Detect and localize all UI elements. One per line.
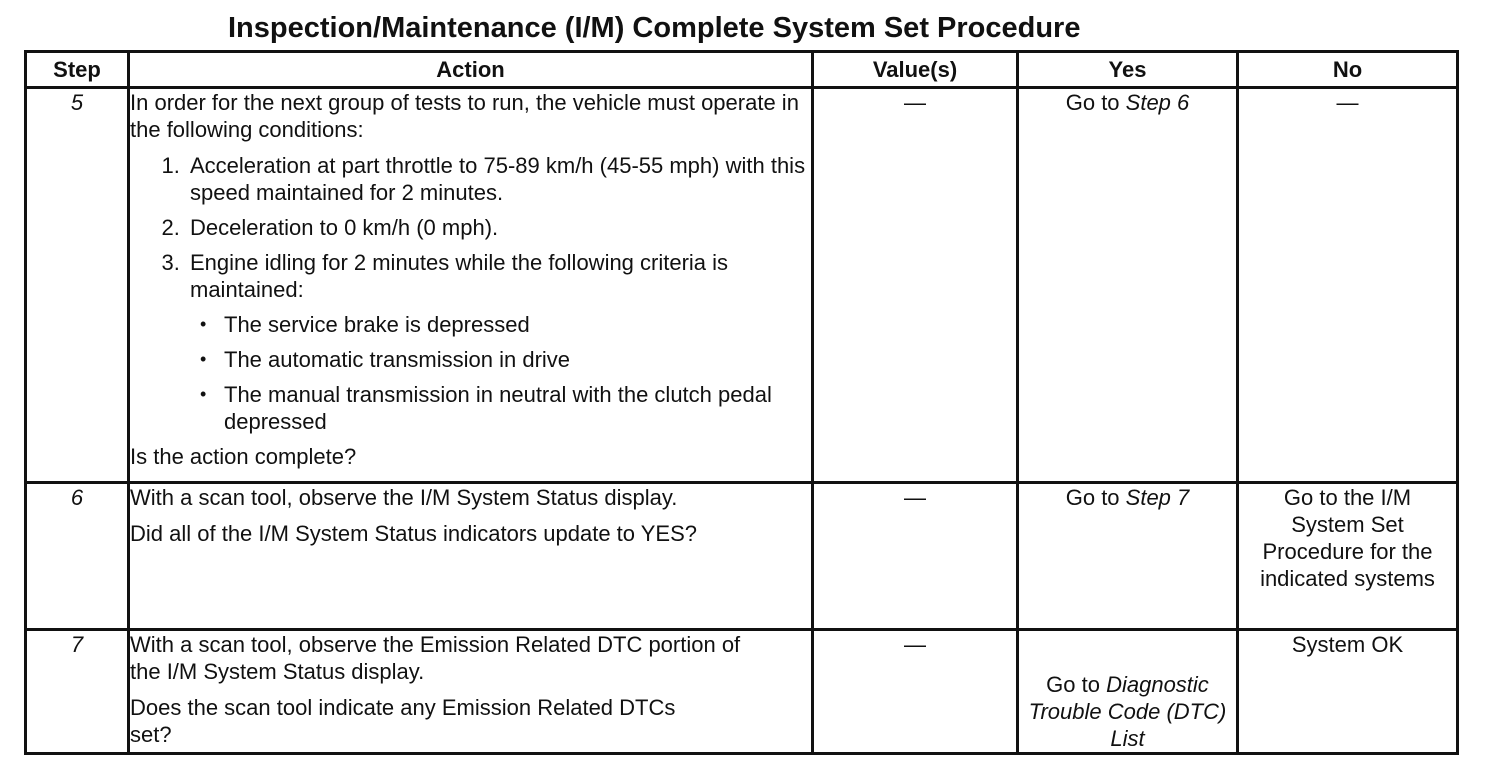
criteria-item: • The automatic transmission in drive (222, 346, 811, 373)
value-dash: — (904, 90, 926, 115)
no-cell (1238, 88, 1458, 483)
no-result: System OK (1291, 632, 1404, 657)
header-no: No (1238, 52, 1458, 88)
value-cell (813, 88, 1018, 483)
criteria-item: • The manual transmission in neutral with the clutch pedal depressed (222, 381, 811, 435)
criteria-item: • The service brake is depressed (222, 311, 811, 338)
action-cell (129, 88, 813, 483)
yes-link[interactable]: Step 6 (1125, 90, 1190, 115)
no-cell (1238, 483, 1458, 630)
value-cell (813, 630, 1018, 754)
step-number: 5 (26, 88, 129, 483)
condition-item: 1. Acceleration at part throttle to 75-89 km/h (45-55 mph) with this speed maintained for 2 minutes. (186, 152, 811, 206)
header-action: Action (129, 52, 813, 88)
no-action-text[interactable]: Go to the I/M System Set Procedure for the indicated systems (1260, 485, 1435, 591)
yes-cell: Go to Step 6 (1018, 88, 1238, 483)
step-number: 7 (26, 630, 129, 754)
header-row (26, 52, 1458, 88)
step-number: 6 (26, 483, 129, 630)
yes-link[interactable]: Diagnostic Trouble Code (DTC) List (1028, 672, 1227, 751)
action-cell (129, 483, 813, 630)
conditions-list (130, 152, 811, 435)
action-question: Did all of the I/M System Status indicators update to YES? (130, 521, 697, 546)
value-cell (813, 483, 1018, 630)
action-cell (129, 630, 813, 754)
action-line: With a scan tool, observe the Emission Related DTC portion of the I/M System Status display. (130, 632, 741, 684)
yes-cell: Go to Step 7 (1018, 483, 1238, 630)
condition-item: 2. Deceleration to 0 km/h (0 mph). (186, 214, 811, 241)
no-dash: — (1336, 90, 1359, 115)
header-step: Step (26, 52, 129, 88)
procedure-table (24, 50, 1459, 755)
table-row (26, 88, 1458, 483)
action-line: With a scan tool, observe the I/M System Status display. (130, 485, 678, 510)
condition-item: 3. Engine idling for 2 minutes while the following criteria is maintained: • The service brake is depressed • The automatic transmission in drive • The manual transmission in neutral with the clutch pedal depressed (186, 249, 811, 435)
table-row (26, 483, 1458, 630)
yes-cell: Go to Diagnostic Trouble Code (DTC) List (1018, 630, 1238, 754)
action-question: Does the scan tool indicate any Emission Related DTCs set? (130, 695, 676, 747)
action-intro: In order for the next group of tests to run, the vehicle must operate in the following conditions: (130, 90, 799, 142)
header-values: Value(s) (813, 52, 1018, 88)
table-row (26, 630, 1458, 754)
value-dash: — (904, 632, 926, 657)
value-dash: — (904, 485, 926, 510)
page-title: Inspection/Maintenance (I/M) Complete System Set Procedure (228, 12, 1081, 44)
yes-link[interactable]: Step 7 (1125, 485, 1190, 510)
criteria-list (190, 311, 811, 435)
no-cell (1238, 630, 1458, 754)
header-yes: Yes (1018, 52, 1238, 88)
action-question: Is the action complete? (130, 444, 357, 469)
